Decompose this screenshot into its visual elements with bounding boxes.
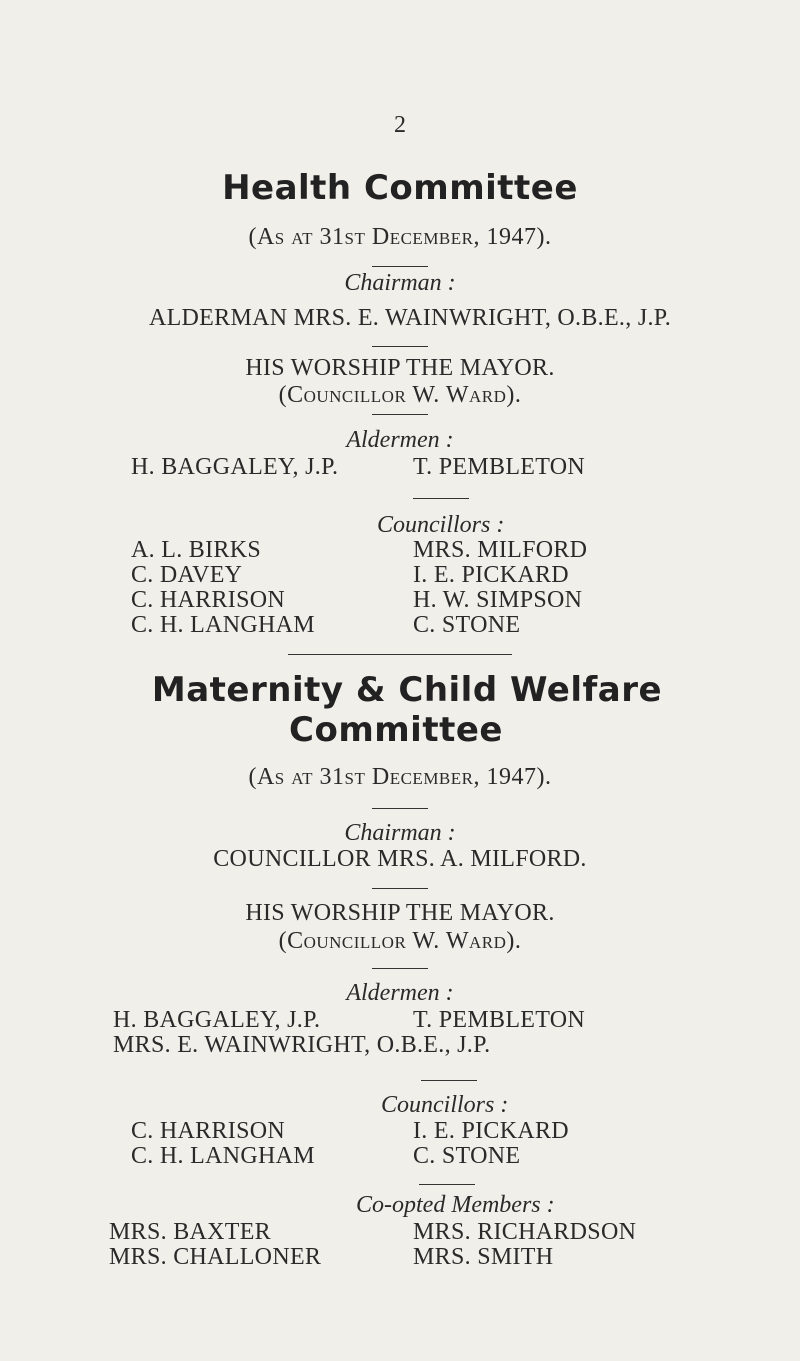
maternity-coopted-right-2: MRS. SMITH [413,1244,554,1270]
health-councillor-left-2: C. DAVEY [131,562,243,588]
health-councillor-right-1: MRS. MILFORD [413,537,588,563]
divider [413,498,469,499]
maternity-councillors-label: Councillors : [381,1092,509,1118]
health-councillor-left-3: C. HARRISON [131,587,285,613]
maternity-alderman-3: MRS. E. WAINWRIGHT, O.B.E., J.P. [113,1032,491,1058]
maternity-chairman-name: COUNCILLOR MRS. A. MILFORD. [213,846,587,872]
maternity-councillor-left-2: C. H. LANGHAM [131,1143,315,1169]
health-alderman-2: T. PEMBLETON [413,454,586,480]
maternity-as-at: (As at 31st December, 1947). [248,764,552,790]
maternity-mayor: HIS WORSHIP THE MAYOR. [245,900,555,926]
health-committee-title: Health Committee [222,168,578,208]
maternity-chairman-label: Chairman : [344,820,456,846]
health-mayor-note: (Councillor W. Ward). [278,382,522,408]
health-alderman-1: H. BAGGALEY, J.P. [131,454,339,480]
maternity-councillor-right-2: C. STONE [413,1143,521,1169]
health-as-at: (As at 31st December, 1947). [248,224,552,250]
divider [372,888,428,889]
health-chairman-label: Chairman : [344,270,456,296]
maternity-coopted-label: Co-opted Members : [356,1192,555,1218]
divider [372,808,428,809]
divider [421,1080,477,1081]
maternity-mayor-note: (Councillor W. Ward). [278,928,522,954]
health-councillors-label: Councillors : [377,512,505,538]
health-chairman-name: ALDERMAN MRS. E. WAINWRIGHT, O.B.E., J.P. [148,305,672,331]
maternity-councillor-left-1: C. HARRISON [131,1118,285,1144]
divider [372,414,428,415]
maternity-councillor-right-1: I. E. PICKARD [413,1118,569,1144]
page-number: 2 [394,112,406,138]
divider [419,1184,475,1185]
maternity-committee-title-line2: Committee [289,710,503,750]
maternity-coopted-left-1: MRS. BAXTER [109,1219,271,1245]
health-aldermen-label: Aldermen : [346,427,454,453]
health-councillor-left-4: C. H. LANGHAM [131,612,315,638]
divider [372,968,428,969]
maternity-committee-title-line1: Maternity & Child Welfare [151,670,663,710]
divider [372,346,428,347]
maternity-coopted-left-2: MRS. CHALLONER [109,1244,322,1270]
section-divider [288,654,512,655]
health-mayor: HIS WORSHIP THE MAYOR. [245,355,555,381]
maternity-alderman-1: H. BAGGALEY, J.P. [113,1007,321,1033]
health-councillor-right-3: H. W. SIMPSON [413,587,583,613]
maternity-alderman-2: T. PEMBLETON [413,1007,586,1033]
health-councillor-right-4: C. STONE [413,612,521,638]
maternity-coopted-right-1: MRS. RICHARDSON [413,1219,637,1245]
maternity-aldermen-label: Aldermen : [346,980,454,1006]
divider [372,266,428,267]
health-councillor-left-1: A. L. BIRKS [131,537,261,563]
health-councillor-right-2: I. E. PICKARD [413,562,569,588]
